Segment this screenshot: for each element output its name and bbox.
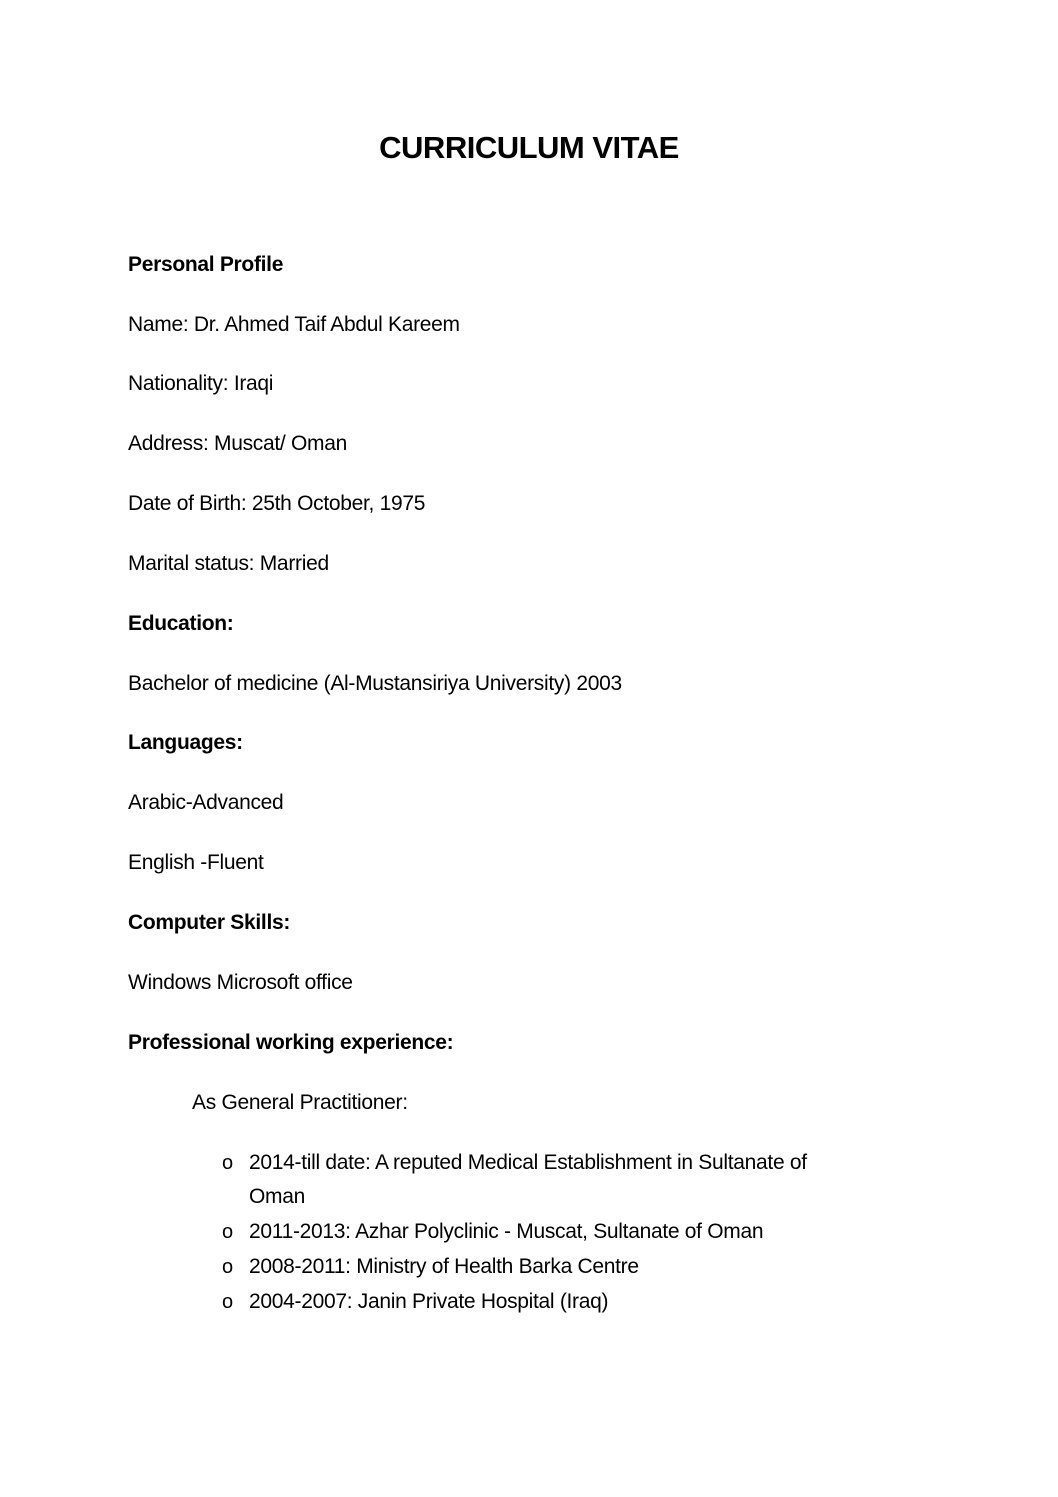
marital-status-field: Marital status: Married <box>128 552 329 575</box>
document-title: CURRICULUM VITAE <box>379 130 679 165</box>
dob-field: Date of Birth: 25th October, 1975 <box>128 492 426 515</box>
computer-skills-heading: Computer Skills: <box>128 911 291 934</box>
languages-heading: Languages: <box>128 731 243 754</box>
experience-item <box>222 1151 807 1175</box>
language-item: English -Fluent <box>128 851 264 874</box>
experience-item-text: 2011-2013: Azhar Polyclinic - Muscat, Sultanate of Oman <box>249 1220 764 1243</box>
education-item: Bachelor of medicine (Al-Mustansiriya University) 2003 <box>128 672 622 695</box>
name-field: Name: Dr. Ahmed Taif Abdul Kareem <box>128 313 460 336</box>
education-heading: Education: <box>128 612 234 635</box>
experience-item <box>222 1290 608 1314</box>
computer-skill-item: Windows Microsoft office <box>128 971 353 994</box>
experience-item-text: 2008-2011: Ministry of Health Barka Centre <box>249 1255 639 1278</box>
experience-subheading: As General Practitioner: <box>192 1091 408 1114</box>
experience-item-continuation: Oman <box>249 1185 305 1208</box>
bullet-icon: o <box>222 1291 233 1313</box>
bullet-icon: o <box>222 1221 233 1243</box>
experience-item <box>222 1255 639 1279</box>
address-field: Address: Muscat/ Oman <box>128 432 347 455</box>
nationality-field: Nationality: Iraqi <box>128 372 274 395</box>
personal-profile-heading: Personal Profile <box>128 253 284 276</box>
language-item: Arabic-Advanced <box>128 791 284 814</box>
experience-item-text: 2004-2007: Janin Private Hospital (Iraq) <box>249 1290 609 1313</box>
bullet-icon: o <box>222 1152 233 1174</box>
experience-heading: Professional working experience: <box>128 1031 454 1054</box>
bullet-icon: o <box>222 1256 233 1278</box>
experience-item <box>222 1220 763 1244</box>
experience-item-text: 2014-till date: A reputed Medical Establishment in Sultanate of <box>249 1151 807 1174</box>
